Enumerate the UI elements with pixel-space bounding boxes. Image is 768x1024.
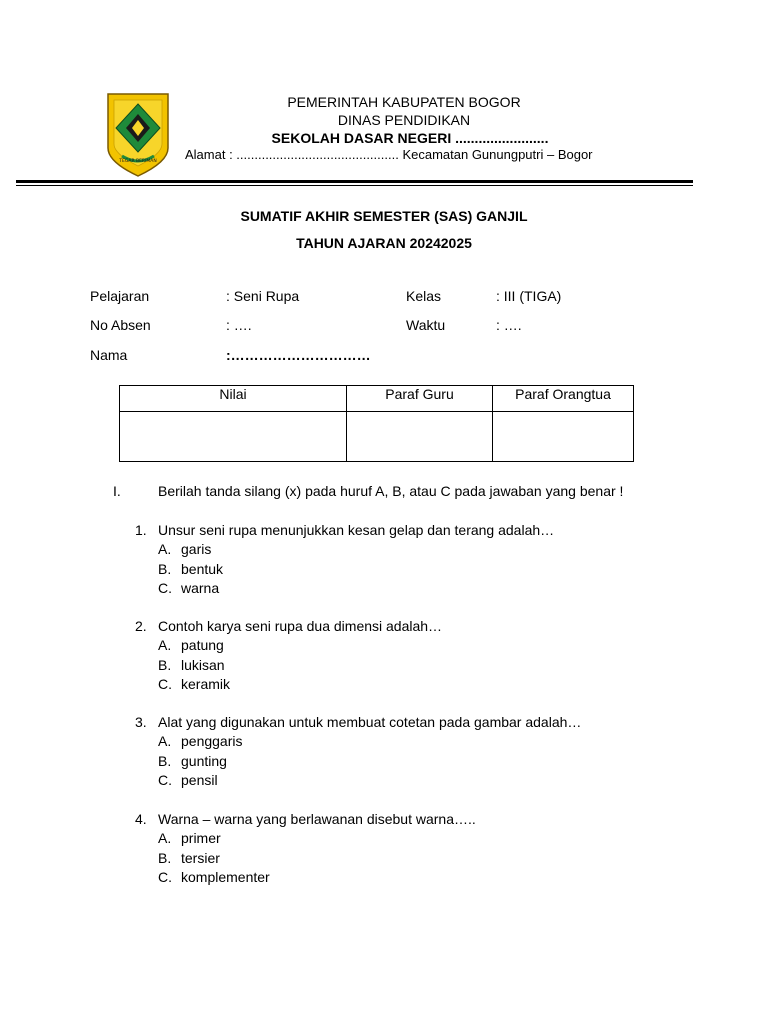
logo-text: TEGAR BERIMAN [119, 159, 157, 164]
header-divider-thin [16, 185, 693, 186]
option-c: C. pensil [158, 771, 218, 788]
question-text: Alat yang digunakan untuk membuat cotetan pada gambar adalah… [158, 714, 582, 730]
nama-label: Nama [90, 347, 128, 363]
waktu-label: Waktu [406, 317, 446, 333]
question-number: 1. [135, 522, 147, 538]
option-c: C. komplementer [158, 868, 270, 885]
school-logo [106, 92, 170, 178]
question-2 [135, 617, 695, 694]
question-1 [135, 521, 695, 598]
nilai-header: Nilai [120, 386, 347, 412]
question-number: 4. [135, 811, 147, 827]
option-b: B. gunting [158, 752, 227, 769]
option-a: A. garis [158, 541, 212, 558]
paraf-orangtua-header: Paraf Orangtua [493, 386, 634, 412]
paraf-orangtua-cell[interactable] [493, 412, 634, 462]
pelajaran-label: Pelajaran [90, 288, 150, 304]
absen-label: No Absen [90, 317, 151, 333]
option-c: C. warna [158, 579, 220, 596]
kelas-label: Kelas [406, 288, 442, 304]
option-a: A. primer [158, 830, 221, 847]
option-b: B. lukisan [158, 656, 225, 673]
option-b: B. bentuk [158, 560, 224, 577]
exam-year: TAHUN AJARAN 20242025 [296, 235, 472, 251]
header-department: DINAS PENDIDIKAN [337, 112, 471, 128]
header-address: Alamat : ............................................. Kecamatan Gunungputri – Bogor [185, 147, 593, 162]
question-text: Warna – warna yang berlawanan disebut warna….. [158, 811, 476, 827]
question-3 [135, 713, 695, 790]
header-school: SEKOLAH DASAR NEGERI ........................ [271, 130, 549, 146]
question-text: Contoh karya seni rupa dua dimensi adalah… [158, 618, 443, 634]
option-a: A. patung [158, 637, 224, 654]
nilai-cell[interactable] [120, 412, 347, 462]
absen-value: : …. [226, 317, 252, 333]
question-text: Unsur seni rupa menunjukkan kesan gelap dan terang adalah… [158, 522, 555, 538]
section-numeral: I. [113, 483, 121, 499]
paraf-guru-header: Paraf Guru [347, 386, 493, 412]
option-b: B. tersier [158, 849, 220, 866]
grade-table [119, 385, 634, 462]
paraf-guru-cell[interactable] [347, 412, 493, 462]
question-number: 2. [135, 618, 147, 634]
question-4 [135, 810, 695, 887]
exam-title: SUMATIF AKHIR SEMESTER (SAS) GANJIL [240, 208, 528, 224]
header-divider-thick [16, 180, 693, 183]
option-c: C. keramik [158, 675, 231, 692]
waktu-value: : …. [496, 317, 522, 333]
pelajaran-value: : Seni Rupa [226, 288, 300, 304]
kelas-value: : III (TIGA) [496, 288, 562, 304]
header-government: PEMERINTAH KABUPATEN BOGOR [287, 94, 521, 110]
section-instruction: Berilah tanda silang (x) pada huruf A, B, atau C pada jawaban yang benar ! [158, 483, 624, 499]
question-number: 3. [135, 714, 147, 730]
nama-value: :………………………… [226, 347, 371, 363]
option-a: A. penggaris [158, 733, 243, 750]
